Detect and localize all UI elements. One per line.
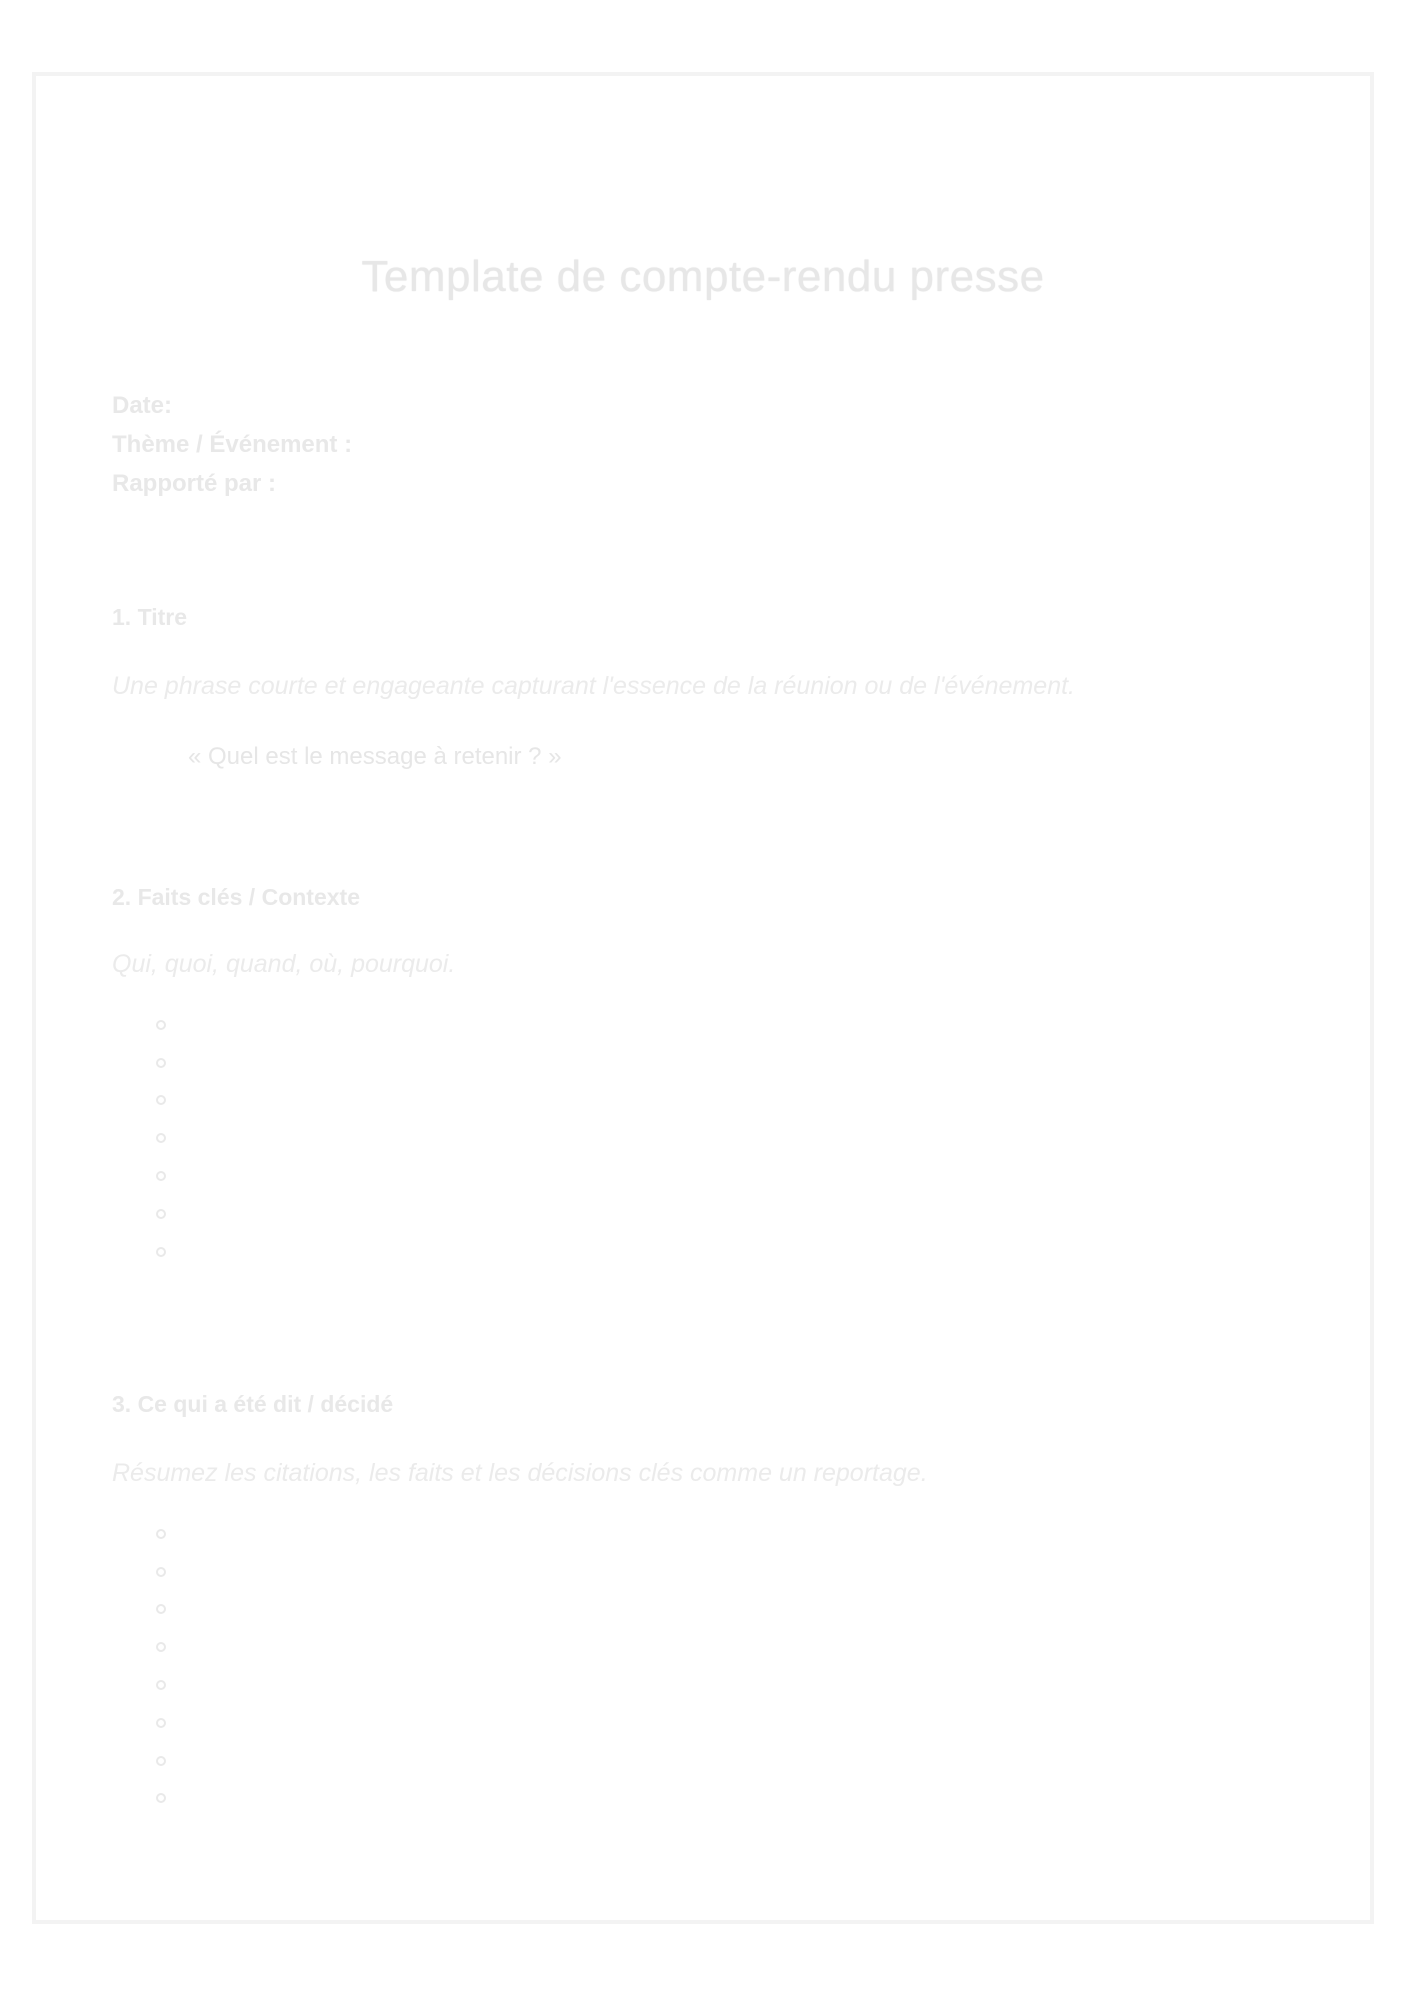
hollow-bullet-icon bbox=[156, 1529, 166, 1539]
section-3-bullet-list bbox=[156, 1515, 178, 1817]
document-title: Template de compte-rendu presse bbox=[361, 252, 1045, 301]
hollow-bullet-icon bbox=[156, 1133, 166, 1143]
hollow-bullet-icon bbox=[156, 1058, 166, 1068]
section-2-bullet-item bbox=[156, 1044, 178, 1082]
section-3-bullet-item bbox=[156, 1666, 178, 1704]
section-1-quote: « Quel est le message à retenir ? » bbox=[188, 743, 562, 770]
section-3-heading: 3. Ce qui a été dit / décidé bbox=[112, 1391, 394, 1417]
section-1-heading: 1. Titre bbox=[112, 604, 187, 630]
hollow-bullet-icon bbox=[156, 1567, 166, 1577]
document-page bbox=[32, 72, 1374, 1924]
hollow-bullet-icon bbox=[156, 1095, 166, 1105]
section-2-description: Qui, quoi, quand, où, pourquoi. bbox=[112, 950, 456, 978]
hollow-bullet-icon bbox=[156, 1171, 166, 1181]
hollow-bullet-icon bbox=[156, 1604, 166, 1614]
section-2-bullet-item bbox=[156, 1082, 178, 1120]
hollow-bullet-icon bbox=[156, 1020, 166, 1030]
hollow-bullet-icon bbox=[156, 1209, 166, 1219]
section-2-bullet-item bbox=[156, 1195, 178, 1233]
hollow-bullet-icon bbox=[156, 1642, 166, 1652]
hollow-bullet-icon bbox=[156, 1247, 166, 1257]
metadata-block bbox=[112, 386, 352, 503]
section-2-bullet-list bbox=[156, 1006, 178, 1271]
theme-label: Thème / Événement : bbox=[112, 431, 353, 458]
section-3-bullet-item bbox=[156, 1742, 178, 1780]
reporter-label: Rapporté par : bbox=[112, 470, 277, 497]
section-2-bullet-item bbox=[156, 1233, 178, 1271]
hollow-bullet-icon bbox=[156, 1718, 166, 1728]
section-3-description: Résumez les citations, les faits et les décisions clés comme un reportage. bbox=[112, 1459, 928, 1487]
section-2-bullet-item bbox=[156, 1006, 178, 1044]
section-3-bullet-item bbox=[156, 1628, 178, 1666]
hollow-bullet-icon bbox=[156, 1756, 166, 1766]
section-3-bullet-item bbox=[156, 1591, 178, 1629]
hollow-bullet-icon bbox=[156, 1793, 166, 1803]
section-3-bullet-item bbox=[156, 1780, 178, 1818]
section-2-bullet-item bbox=[156, 1119, 178, 1157]
hollow-bullet-icon bbox=[156, 1680, 166, 1690]
section-2-bullet-item bbox=[156, 1157, 178, 1195]
section-1-description: Une phrase courte et engageante capturant l'essence de la réunion ou de l'événement. bbox=[112, 672, 1075, 700]
section-3-bullet-item bbox=[156, 1515, 178, 1553]
date-label: Date: bbox=[112, 392, 173, 419]
section-2-heading: 2. Faits clés / Contexte bbox=[112, 884, 360, 910]
section-3-bullet-item bbox=[156, 1704, 178, 1742]
section-3-bullet-item bbox=[156, 1553, 178, 1591]
